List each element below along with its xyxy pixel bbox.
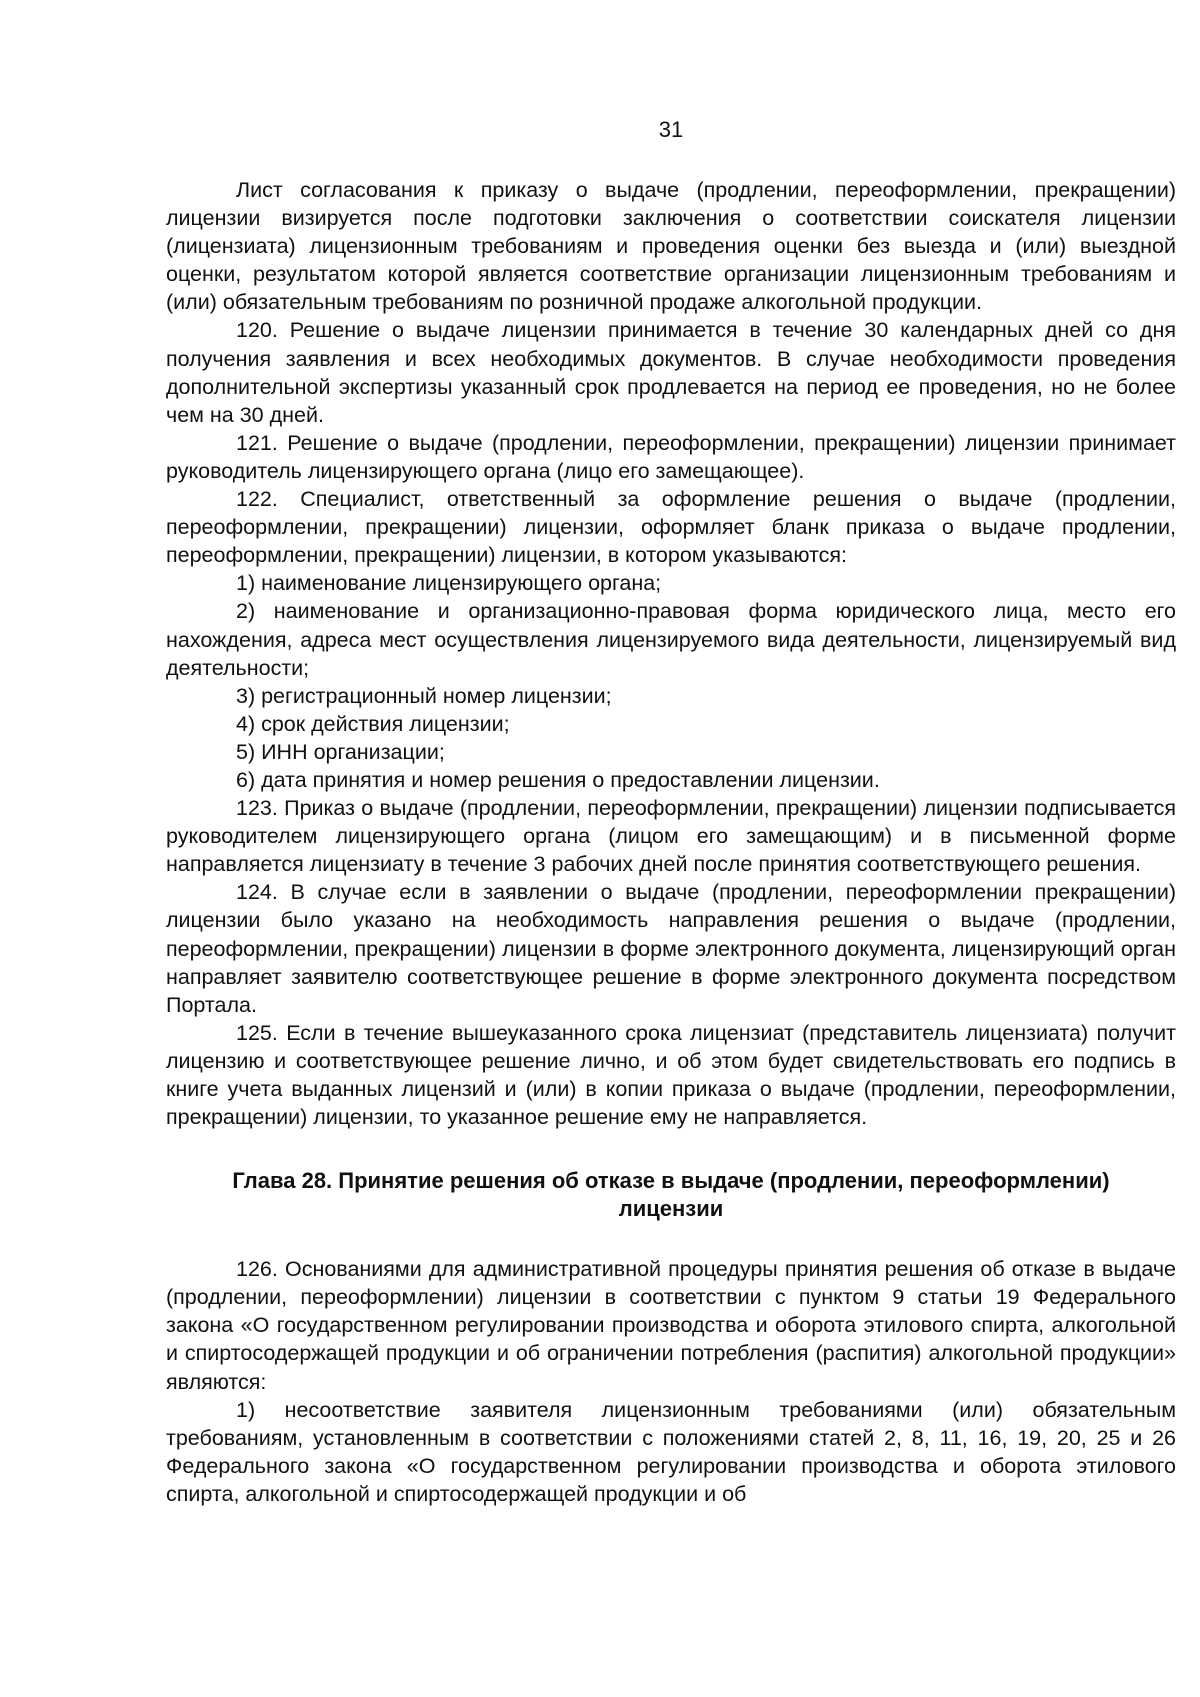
chapter-heading-line2: лицензии [618,1196,724,1222]
paragraph-120: 120. Решение о выдаче лицензии принимается в течение 30 календарных дней со дня получения заявления и всех необходимых документов. В случае необходимости проведения дополнительной экспертизы указанный срок продлевается на период ее проведения, но не более чем на 30 дней. [166,318,1176,427]
paragraph-124: 124. В случае если в заявлении о выдаче (продлении, переоформлении прекращении) лицензии было указано на необходимость направления решения о выдаче (продлении, переоформлении, прекращении) лицензии в форме электронного документа, лицензирующий орган направляет заявителю соответствующее решение в форме электронного документа посредством Портала. [166,880,1176,1017]
list-item-126-1: 1) несоответствие заявителя лицензионным требованиями (или) обязательным требованиям, установленным в соответствии с положениями статей 2, 8, 11, 16, 19, 20, 25 и 26 Федерального закона «О государственном регулировании производства и оборота этилового спирта, алкогольной и спиртосодержащей продукции и об [166,1397,1176,1506]
list-item-122-6: 6) дата принятия и номер решения о предоставлении лицензии. [236,767,880,792]
list-item-122-5: 5) ИНН организации; [236,739,445,764]
paragraph-126: 126. Основаниями для административной процедуры принятия решения об отказе в выдаче (продлении, переоформлении) лицензии в соответствии с пунктом 9 статьи 19 Федерального закона «О государственном регулировании производства и оборота этилового спирта, алкогольной и спиртосодержащей продукции и об ограничении потребления (распития) алкогольной продукции» являются: [166,1257,1176,1394]
paragraph-122: 122. Специалист, ответственный за оформление решения о выдаче (продлении, переоформлении, прекращении) лицензии, оформляет бланк приказа о выдаче продлении, переоформлении, прекращении) лицензии, в котором указываются: [166,487,1176,568]
page-number: 31 [658,117,684,142]
list-item-122-4: 4) срок действия лицензии; [236,711,510,736]
list-item-122-2: 2) наименование и организационно-правовая форма юридического лица, место его нахождения, адреса мест осуществления лицензируемого вида деятельности, лицензируемый вид деятельности; [166,599,1176,680]
chapter-heading-line1: Глава 28. Принятие решения об отказе в выдаче (продлении, переоформлении) [232,1168,1110,1194]
chapter-heading [166,1167,1176,1223]
paragraph-approval-sheet: Лист согласования к приказу о выдаче (продлении, переоформлении, прекращении) лицензии визируется после подготовки заключения о соответствии соискателя лицензии (лицензиата) лицензионным требованиям и проведения оценки без выезда и (или) выездной оценки, результатом которой является соответствие организации лицензионным требованиям и (или) обязательным требованиям по розничной продаже алкогольной продукции. [166,178,1176,315]
document-page [166,0,1176,1697]
paragraph-121: 121. Решение о выдаче (продлении, переоформлении, прекращении) лицензии принимает руководитель лицензирующего органа (лицо его замещающее). [166,430,1176,483]
list-item-122-3: 3) регистрационный номер лицензии; [236,683,612,708]
paragraph-123: 123. Приказ о выдаче (продлении, переоформлении, прекращении) лицензии подписывается руководителем лицензирующего органа (лицом его замещающим) и в письменной форме направляется лицензиату в течение 3 рабочих дней после принятия соответствующего решения. [166,796,1176,877]
document-body [166,176,1176,1508]
paragraph-125: 125. Если в течение вышеуказанного срока лицензиат (представитель лицензиата) получит лицензию и соответствующее решение лично, и об этом будет свидетельствовать его подпись в книге учета выданных лицензий и (или) в копии приказа о выдаче (продлении, переоформлении, прекращении) лицензии, то указанное решение ему не направляется. [166,1020,1176,1130]
list-item-122-1: 1) наименование лицензирующего органа; [236,571,662,596]
